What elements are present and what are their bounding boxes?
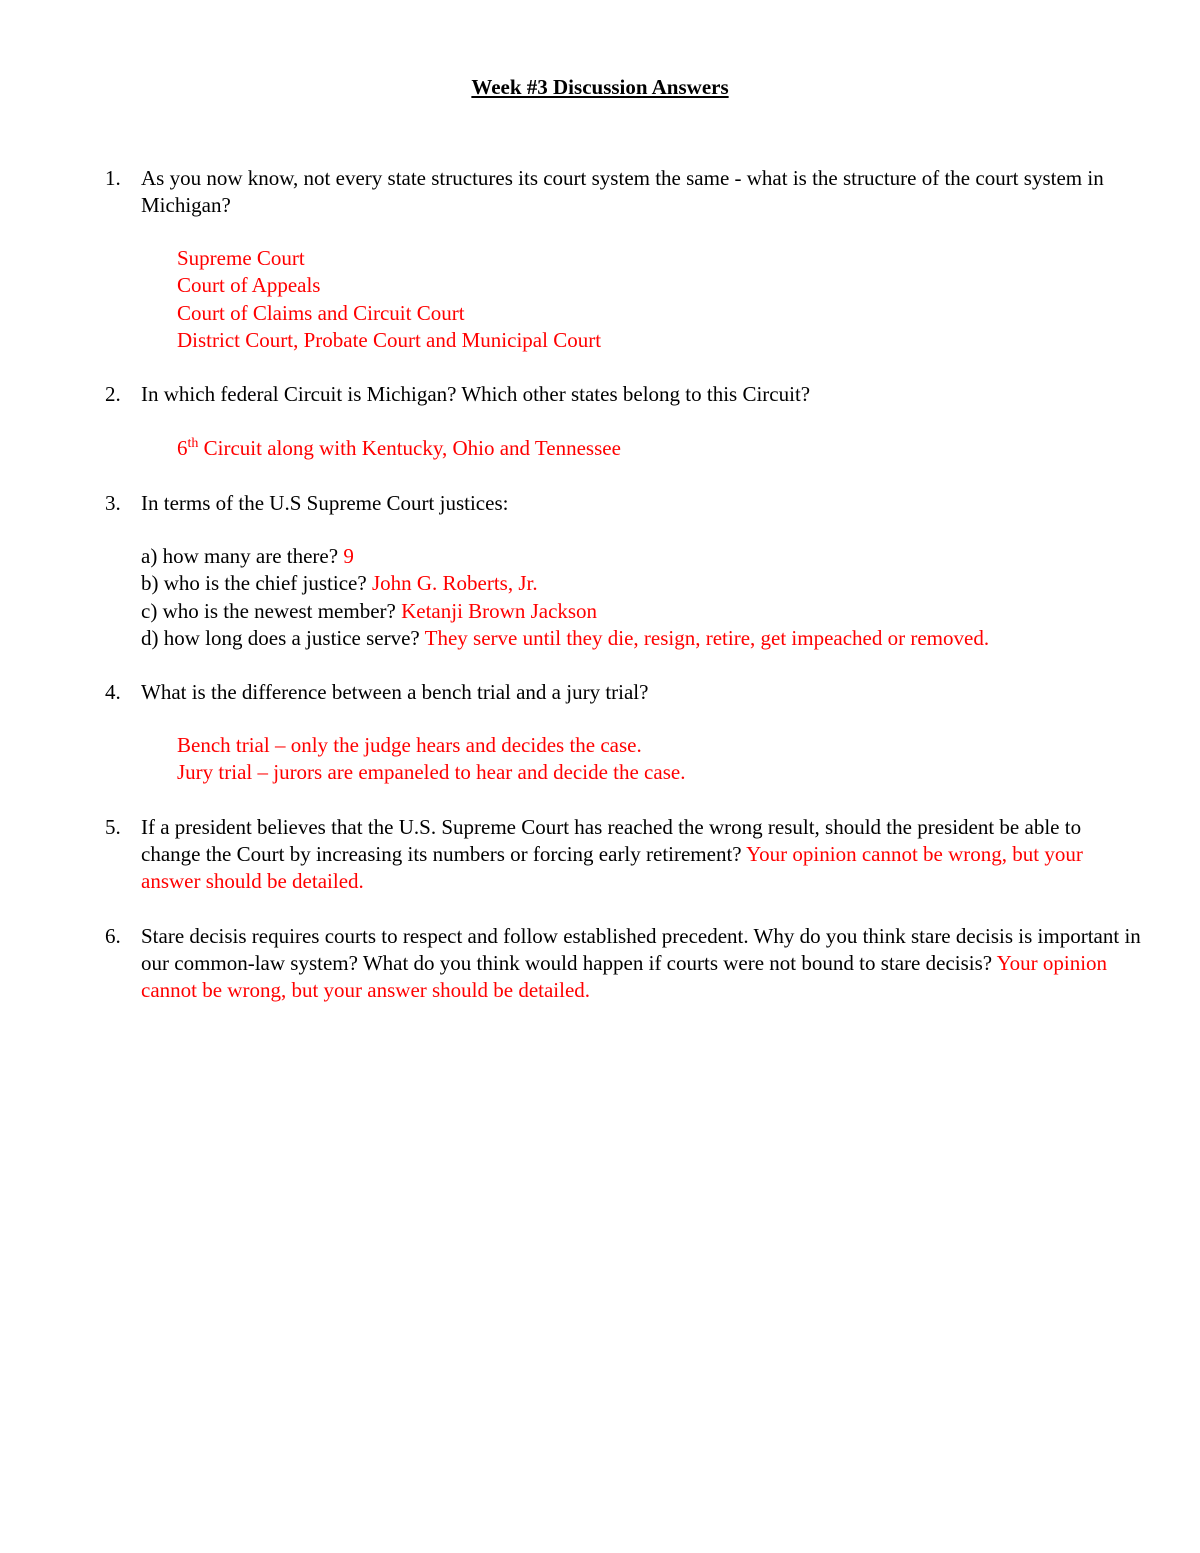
question-3: [105, 490, 1145, 517]
question-text: In terms of the U.S Supreme Court justices:: [141, 491, 509, 515]
question-text: [141, 814, 1145, 895]
question-number: 4.: [105, 680, 121, 704]
sub-answer: 9: [343, 544, 354, 568]
answer-ordinal: 6: [177, 436, 188, 460]
sub-item-c: [141, 598, 989, 625]
question-6: [105, 923, 1145, 1004]
question-2: [105, 381, 1145, 408]
sub-item-a: [141, 543, 989, 570]
question-number: 1.: [105, 166, 121, 190]
answer-text: Circuit along with Kentucky, Ohio and Tennessee: [198, 436, 621, 460]
question-3-subitems: [141, 543, 989, 652]
answer-line: District Court, Probate Court and Municipal Court: [177, 327, 602, 352]
sub-item-b: [141, 570, 989, 597]
question-number: 6.: [105, 924, 121, 948]
question-number: 5.: [105, 815, 121, 839]
question-text: In which federal Circuit is Michigan? Which other states belong to this Circuit?: [141, 382, 811, 406]
question-number: 3.: [105, 491, 121, 515]
sub-question: a) how many are there?: [141, 544, 344, 568]
answer-4: [177, 732, 685, 787]
question-1: [105, 165, 1145, 219]
question-body: Stare decisis requires courts to respect and follow established precedent. Why do you think stare decisis is important in our common-law system? What do you think would happen if courts were not bound to stare decisis?: [141, 924, 1141, 975]
question-5: [105, 814, 1145, 895]
sub-question: d) how long does a justice serve?: [141, 625, 425, 650]
answer-2: [177, 435, 621, 462]
question-4: [105, 679, 1145, 706]
document-title: Week #3 Discussion Answers: [471, 75, 729, 99]
sub-question: c) who is the newest member?: [141, 598, 402, 623]
question-text: [141, 923, 1145, 1004]
sub-answer: They serve until they die, resign, retire, get impeached or removed.: [424, 625, 990, 650]
sub-item-d: [141, 625, 989, 652]
question-answer: Your opinion cannot be wrong, but your answer should be detailed.: [141, 842, 1083, 893]
question-answer: Your opinion cannot be wrong, but your answer should be detailed.: [141, 951, 1108, 1002]
sub-answer: Ketanji Brown Jackson: [401, 598, 598, 623]
sub-answer: John G. Roberts, Jr.: [371, 571, 538, 596]
answer-1: [177, 245, 601, 354]
question-text: As you now know, not every state structures its court system the same - what is the structure of the court system in Michigan?: [141, 166, 1104, 217]
answer-line: Court of Claims and Circuit Court: [177, 300, 465, 325]
answer-line: Court of Appeals: [177, 273, 321, 298]
question-number: 2.: [105, 382, 121, 406]
answer-line: Jury trial – jurors are empaneled to hear and decide the case.: [177, 760, 686, 785]
question-text: What is the difference between a bench trial and a jury trial?: [141, 680, 649, 704]
answer-line: Bench trial – only the judge hears and decides the case.: [177, 733, 642, 757]
question-body: If a president believes that the U.S. Supreme Court has reached the wrong result, should the president be able to change the Court by increasing its numbers or forcing early retirement?: [141, 815, 1082, 866]
answer-line: Supreme Court: [177, 246, 305, 270]
answer-ordinal-suffix: th: [187, 436, 199, 451]
sub-question: b) who is the chief justice?: [141, 571, 372, 596]
